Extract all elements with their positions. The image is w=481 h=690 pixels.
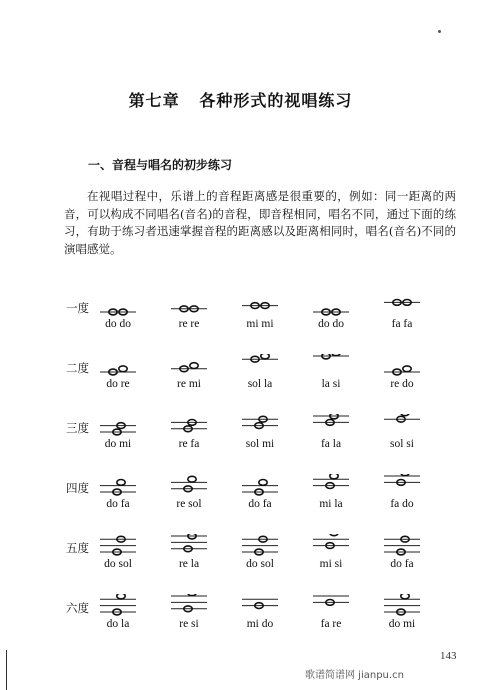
chapter-title: 第七章 各种形式的视唱练习 (128, 91, 353, 110)
staff-fragment (362, 294, 442, 318)
whole-note (401, 414, 409, 416)
interval-exercise (149, 414, 229, 460)
staff-fragment (362, 474, 442, 498)
whole-note (330, 474, 338, 479)
interval-row (0, 474, 481, 534)
solfege-syllables: do do (105, 318, 131, 330)
interval-label: 五度 (66, 541, 89, 555)
staff-fragment (362, 354, 442, 378)
staff-fragment (149, 594, 229, 618)
interval-row (0, 354, 481, 414)
solfege-syllables: mi mi (246, 318, 274, 330)
solfege-syllables: la si (321, 378, 341, 390)
whole-note (401, 594, 409, 599)
whole-note (188, 476, 196, 482)
staff-fragment (78, 534, 158, 558)
interval-exercise (362, 594, 442, 640)
section-heading: 一、音程与唱名的初步练习 (88, 158, 233, 172)
staff-fragment (291, 534, 371, 558)
interval-exercise (78, 354, 158, 400)
solfege-syllables: do fa (106, 498, 130, 510)
interval-label: 二度 (66, 361, 89, 375)
solfege-syllables: do fa (390, 558, 414, 570)
interval-row (0, 294, 481, 354)
staff-fragment (149, 354, 229, 378)
interval-exercise (291, 534, 371, 580)
staff-fragment (149, 534, 229, 558)
whole-note (190, 363, 198, 369)
interval-exercise (362, 294, 442, 340)
interval-exercise (149, 294, 229, 340)
interval-exercise (220, 594, 300, 640)
interval-exercise (291, 594, 371, 640)
interval-exercise (291, 474, 371, 520)
staff-fragment (149, 474, 229, 498)
watermark: 歌谱简谱网 jianpu.cn (305, 670, 404, 681)
staff-fragment (291, 474, 371, 498)
whole-note (117, 594, 125, 599)
staff-fragment (78, 294, 158, 318)
solfege-syllables: re fa (178, 438, 200, 450)
interval-exercise (149, 354, 229, 400)
solfege-syllables: mi si (319, 558, 343, 570)
interval-row (0, 414, 481, 474)
whole-note (261, 354, 269, 359)
staff-fragment (220, 594, 300, 618)
interval-exercise (149, 474, 229, 520)
staff-fragment (362, 594, 442, 618)
interval-exercise (220, 474, 300, 520)
solfege-syllables: re si (179, 618, 199, 630)
interval-exercise (220, 414, 300, 460)
staff-fragment (291, 594, 371, 618)
solfege-syllables: sol mi (245, 438, 275, 450)
solfege-syllables: re mi (177, 378, 201, 390)
whole-note (401, 474, 409, 476)
staff-fragment (78, 474, 158, 498)
solfege-syllables: do do (318, 318, 344, 330)
staff-fragment (362, 414, 442, 438)
solfege-syllables: re re (178, 318, 200, 330)
staff-fragment (291, 294, 371, 318)
staff-fragment (291, 354, 371, 378)
interval-exercise (78, 594, 158, 640)
interval-label: 三度 (66, 421, 89, 435)
solfege-syllables: do sol (104, 558, 132, 570)
solfege-syllables: mi do (246, 618, 274, 630)
staff-fragment (78, 354, 158, 378)
whole-note (403, 366, 411, 372)
staff-fragment (78, 414, 158, 438)
interval-exercise (78, 294, 158, 340)
interval-exercise (220, 534, 300, 580)
interval-exercise (149, 534, 229, 580)
intro-text: 在视唱过程中，乐谱上的音程距离感是很重要的，例如：同一距离的两音，可以构成不同唱名(音名)的音程，即音程相同，唱名不同，通过下面的练习，有助于练习者迅速掌握音程的距离感以及距离相同时，唱名(音名)不同的演唱感觉。 (64, 189, 456, 256)
staff-fragment (220, 354, 300, 378)
staff-fragment (78, 594, 158, 618)
staff-fragment (220, 414, 300, 438)
interval-exercise (362, 354, 442, 400)
whole-note (188, 594, 196, 596)
staff-fragment (362, 534, 442, 558)
staff-fragment (220, 474, 300, 498)
solfege-syllables: fa la (320, 438, 342, 450)
staff-fragment (149, 414, 229, 438)
interval-exercise (78, 414, 158, 460)
solfege-syllables: re sol (176, 498, 202, 510)
interval-exercise (362, 414, 442, 460)
interval-exercise (291, 414, 371, 460)
interval-label: 一度 (66, 301, 89, 315)
solfege-syllables: sol si (390, 438, 414, 450)
staff-fragment (220, 534, 300, 558)
solfege-syllables: sol la (247, 378, 273, 390)
solfege-syllables: re la (178, 558, 200, 570)
solfege-syllables: do fa (248, 498, 272, 510)
solfege-syllables: do mi (104, 438, 132, 450)
interval-exercise (149, 594, 229, 640)
interval-exercise (291, 294, 371, 340)
whole-note (119, 366, 127, 372)
whole-note (117, 480, 125, 486)
solfege-syllables: fa fa (391, 318, 413, 330)
interval-label: 四度 (66, 481, 89, 495)
solfege-syllables: fa re (320, 618, 342, 630)
whole-note (332, 354, 340, 356)
solfege-syllables: do re (106, 378, 130, 390)
whole-note (259, 480, 267, 486)
interval-exercise (362, 474, 442, 520)
solfege-syllables: do sol (246, 558, 274, 570)
interval-exercise (78, 474, 158, 520)
interval-row (0, 534, 481, 594)
interval-exercise (362, 534, 442, 580)
staff-fragment (220, 294, 300, 318)
solfege-syllables: do mi (388, 618, 416, 630)
interval-exercise (291, 354, 371, 400)
solfege-syllables: re do (390, 378, 414, 390)
whole-note (330, 534, 338, 536)
interval-row (0, 594, 481, 654)
staff-fragment (291, 414, 371, 438)
interval-label: 六度 (66, 601, 89, 615)
page-number: 143 (440, 650, 457, 662)
interval-exercise (220, 294, 300, 340)
solfege-syllables: do la (106, 618, 130, 630)
interval-exercise (78, 534, 158, 580)
staff-fragment (149, 294, 229, 318)
interval-exercise (220, 354, 300, 400)
solfege-syllables: mi la (319, 498, 343, 510)
solfege-syllables: fa do (390, 498, 414, 510)
